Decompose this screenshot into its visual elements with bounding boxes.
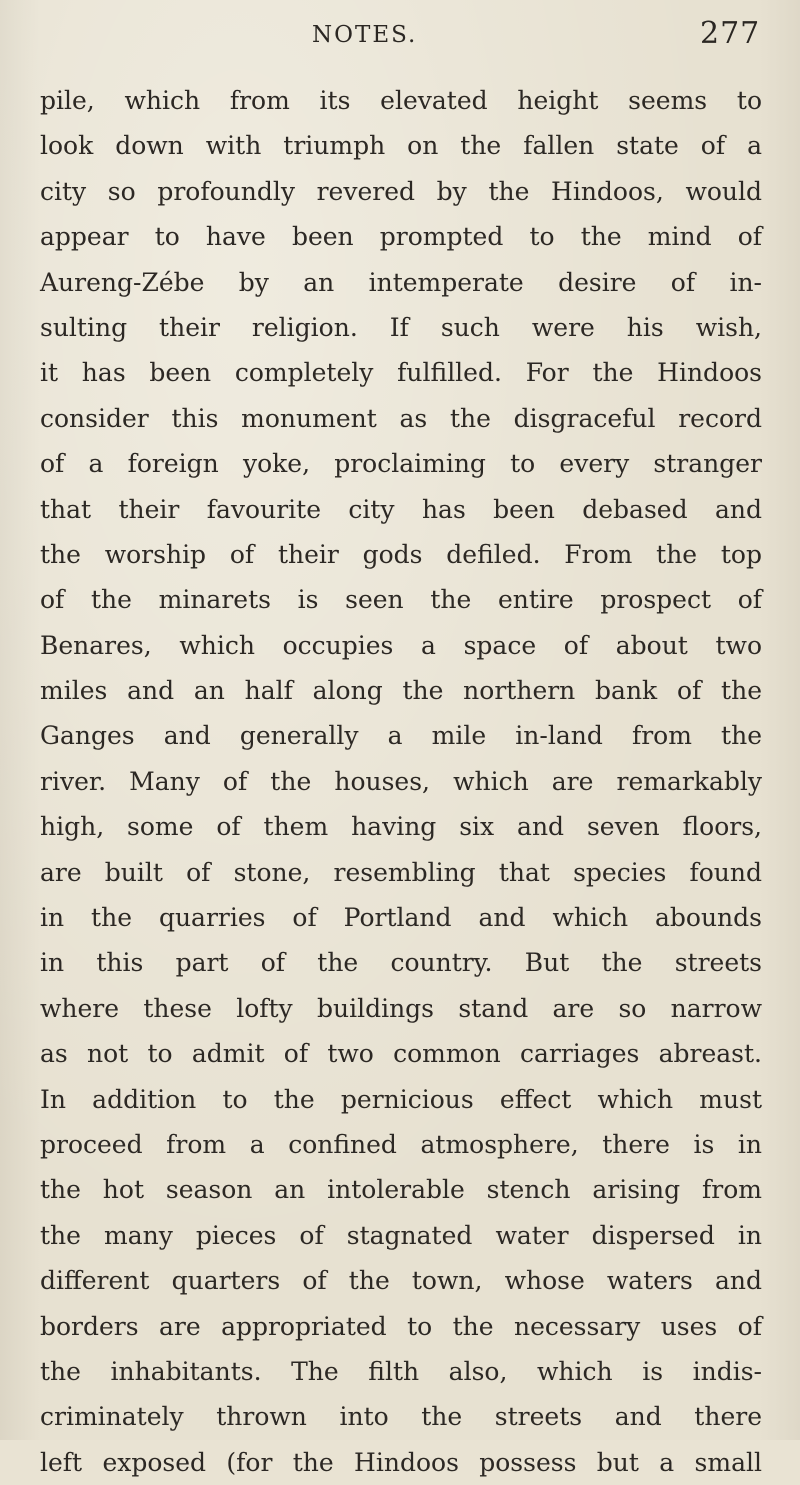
running-head bbox=[0, 14, 800, 54]
text-line: it has been completely fulfilled. For the Hindoos bbox=[40, 358, 762, 388]
text-line: pile, which from its elevated height seems to bbox=[40, 86, 762, 115]
text-line: In addition to the pernicious effect which must bbox=[40, 1084, 762, 1114]
text-line: river. Many of the houses, which are remarkably bbox=[40, 766, 762, 796]
text-line: as not to admit of two common carriages abreast. bbox=[40, 1039, 762, 1069]
running-title: NOTES. bbox=[312, 22, 418, 48]
text-line: different quarters of the town, whose waters and bbox=[40, 1266, 762, 1296]
text-line: in this part of the country. But the streets bbox=[40, 948, 762, 978]
text-line: of a foreign yoke, proclaiming to every stranger bbox=[40, 449, 762, 479]
text-line: in the quarries of Portland and which abounds bbox=[40, 903, 762, 933]
body-text bbox=[40, 78, 762, 1485]
text-line: where these lofty buildings stand are so narrow bbox=[40, 993, 762, 1023]
text-line: miles and an half along the northern bank of the bbox=[40, 676, 762, 706]
text-line: borders are appropriated to the necessary uses of bbox=[40, 1311, 762, 1341]
text-line: the hot season an intolerable stench arising from bbox=[40, 1175, 762, 1205]
text-line: high, some of them having six and seven floors, bbox=[40, 812, 762, 842]
text-line: appear to have been prompted to the mind of bbox=[40, 222, 762, 252]
text-line: Ganges and generally a mile in-land from the bbox=[40, 721, 762, 751]
text-line: that their favourite city has been debased and bbox=[40, 494, 762, 524]
text-line: proceed from a confined atmosphere, there is in bbox=[40, 1129, 762, 1159]
text-line: sulting their religion. If such were his wish, bbox=[40, 312, 762, 342]
text-line: consider this monument as the disgraceful record bbox=[40, 403, 762, 433]
text-line: left exposed (for the Hindoos possess but a small bbox=[40, 1447, 762, 1477]
text-line: Aureng-Zébe by an intemperate desire of in- bbox=[40, 267, 762, 297]
text-line: criminately thrown into the streets and there bbox=[40, 1402, 762, 1432]
text-line: the inhabitants. The filth also, which is indis- bbox=[40, 1356, 762, 1386]
text-line: the many pieces of stagnated water dispersed in bbox=[40, 1220, 762, 1250]
text-line: of the minarets is seen the entire prospect of bbox=[40, 585, 762, 615]
page-number: 277 bbox=[700, 16, 761, 51]
text-line: city so profoundly revered by the Hindoos, would bbox=[40, 176, 762, 206]
text-line: Benares, which occupies a space of about two bbox=[40, 630, 762, 660]
text-line: are built of stone, resembling that species found bbox=[40, 857, 762, 887]
text-line: the worship of their gods defiled. From the top bbox=[40, 539, 762, 569]
text-line: look down with triumph on the fallen state of a bbox=[40, 131, 762, 161]
